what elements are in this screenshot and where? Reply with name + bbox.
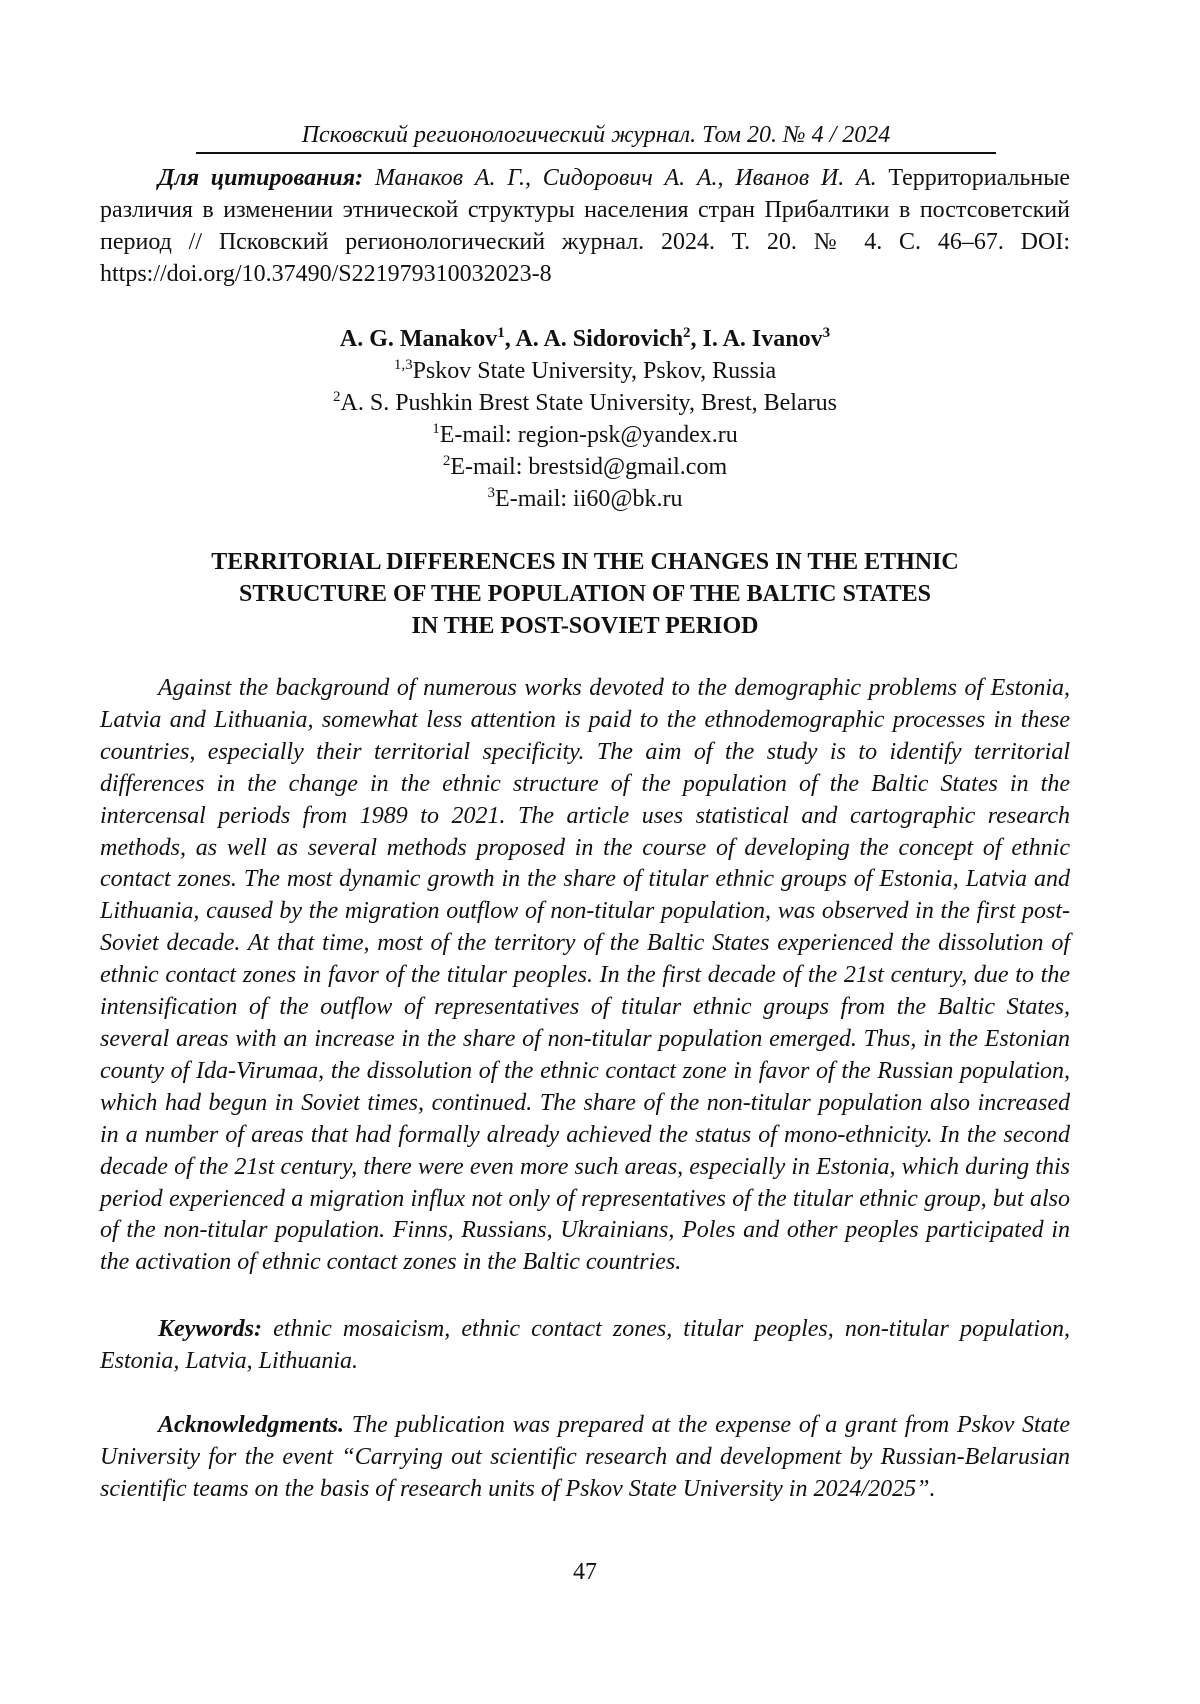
author-separator: ,: [505, 326, 516, 352]
keywords-label: Keywords:: [158, 1316, 262, 1342]
affiliation-line: [100, 355, 1070, 387]
author-sup: 2: [683, 325, 691, 341]
affiliation-sup: 2: [333, 389, 341, 405]
email-line: [100, 451, 1070, 483]
title-line: STRUCTURE OF THE POPULATION OF THE BALTIC STATES: [100, 578, 1070, 610]
email-line: [100, 419, 1070, 451]
email-text: E-mail: brestsid@gmail.com: [450, 454, 727, 480]
acknowledgments-label: Acknowledgments.: [158, 1412, 344, 1438]
citation-text: Территориальные различия в изменении этнической структуры населения стран Прибалтики в постсоветский период // Псковский регионологический журнал. 2024. Т. 20. № 4. С. 46–67. DOI: https://doi.org/10.37490/S221979310032023-8: [100, 165, 1070, 287]
email-line: [100, 483, 1070, 515]
citation-block: [100, 162, 1070, 290]
author-sup: 3: [823, 325, 831, 341]
author-name: A. G. Manakov: [340, 326, 497, 352]
affiliation-text: A. S. Pushkin Brest State University, Brest, Belarus: [341, 390, 837, 416]
email-sup: 3: [488, 485, 496, 501]
author-block: [100, 323, 1070, 515]
keywords-block: [100, 1313, 1070, 1377]
author-sup: 1: [497, 325, 505, 341]
author-names: [100, 323, 1070, 355]
acknowledgments-text: The publication was prepared at the expense of a grant from Pskov State University for the event “Carrying out scientific research and development by Russian-Belarusian scientific teams on the basis of research units of Pskov State University in 2024/2025”.: [100, 1412, 1070, 1502]
acknowledgments-block: [100, 1409, 1070, 1505]
affiliation-text: Pskov State University, Pskov, Russia: [413, 358, 777, 384]
running-header: Псковский регионологический журнал. Том 20. № 4 / 2024: [196, 120, 996, 154]
affiliation-line: [100, 387, 1070, 419]
citation-authors: Манаков А. Г., Сидорович А. А., Иванов И. А.: [375, 165, 877, 191]
email-sup: 1: [432, 421, 440, 437]
email-text: E-mail: region-psk@yandex.ru: [440, 422, 738, 448]
author-name: A. A. Sidorovich: [515, 326, 683, 352]
author-separator: ,: [691, 326, 703, 352]
page-number: 47: [100, 1557, 1070, 1587]
keywords-text: ethnic mosaicism, ethnic contact zones, titular peoples, non-titular population, Estonia, Latvia, Lithuania.: [100, 1316, 1070, 1374]
article-title: [100, 546, 1070, 642]
affiliation-sup: 1,3: [394, 357, 413, 373]
citation-label: Для цитирования:: [158, 165, 363, 191]
journal-page: [100, 0, 1070, 1704]
title-line: TERRITORIAL DIFFERENCES IN THE CHANGES IN THE ETHNIC: [100, 546, 1070, 578]
title-line: IN THE POST-SOVIET PERIOD: [100, 610, 1070, 642]
abstract-text: Against the background of numerous works devoted to the demographic problems of Estonia, Latvia and Lithuania, somewhat less attention is paid to the ethnodemographic processes in these countries, especially their territorial specificity. The aim of the study is to identify territorial differences in the change in the ethnic structure of the population of the Baltic States in the intercensal periods from 1989 to 2021. The article uses statistical and cartographic research methods, as well as several methods proposed in the course of developing the concept of ethnic contact zones. The most dynamic growth in the share of titular ethnic groups of Estonia, Latvia and Lithuania, caused by the migration outflow of non-titular population, was observed in the first post-Soviet decade. At that time, most of the territory of the Baltic States experienced the dissolution of ethnic contact zones in favor of the titular peoples. In the first decade of the 21st century, due to the intensification of the outflow of representatives of titular ethnic groups from the Baltic States, several areas with an increase in the share of non-titular population emerged. Thus, in the Estonian county of Ida-Virumaa, the dissolution of the ethnic contact zone in favor of the Russian population, which had begun in Soviet times, continued. The share of the non-titular population also increased in a number of areas that had formally already achieved the status of mono-ethnicity. In the second decade of the 21st century, there were even more such areas, especially in Estonia, which during this period experienced a migration influx not only of representatives of the titular ethnic group, but also of the non-titular population. Finns, Russians, Ukrainians, Poles and other peoples participated in the activation of ethnic contact zones in the Baltic countries.: [100, 673, 1070, 1279]
email-sup: 2: [443, 453, 451, 469]
email-text: E-mail: ii60@bk.ru: [495, 486, 682, 512]
author-name: I. A. Ivanov: [703, 326, 823, 352]
